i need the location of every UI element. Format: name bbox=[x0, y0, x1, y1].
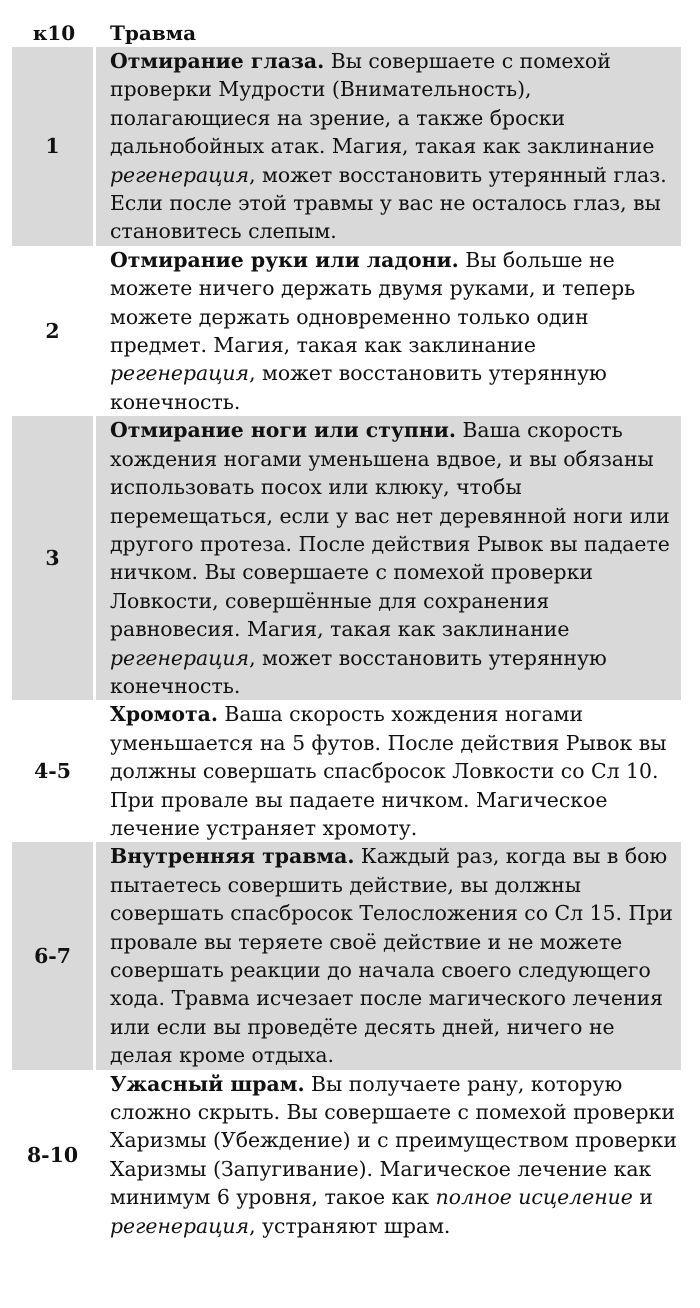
effect-cell bbox=[96, 47, 681, 246]
table-row bbox=[12, 1070, 681, 1240]
injury-name: Хромота. bbox=[110, 702, 218, 727]
injury-text: Вы больше не можете ничего держать двумя руками, и теперь можете держать одновременно только один предмет. Магия, такая как заклинание bbox=[110, 247, 636, 358]
spell-name: регенерация bbox=[110, 645, 250, 670]
roll-cell: 3 bbox=[12, 416, 96, 700]
table-row bbox=[12, 416, 681, 700]
roll-cell: 2 bbox=[12, 246, 96, 416]
injury-text: , устраняют шрам. bbox=[249, 1213, 451, 1238]
roll-cell: 8-10 bbox=[12, 1070, 96, 1240]
spell-name: регенерация bbox=[110, 1213, 250, 1238]
spell-name: полное исцеление bbox=[435, 1185, 633, 1210]
roll-cell: 6-7 bbox=[12, 842, 96, 1069]
roll-cell: 1 bbox=[12, 47, 96, 246]
spell-name: регенерация bbox=[110, 361, 250, 386]
injury-text: Вы совершаете с помехой проверки Мудрости (Внимательность), полагающиеся на зрение, а также броски дальнобойных атак. Магия, такая как заклинание bbox=[110, 49, 655, 159]
injury-name: Внутренняя травма. bbox=[110, 844, 355, 869]
injury-text: , может восстановить утерянную конечность. bbox=[110, 361, 607, 414]
effect-cell bbox=[96, 246, 681, 416]
effect-cell bbox=[96, 700, 681, 842]
injury-name: Отмирание глаза. bbox=[110, 49, 325, 73]
injury-text: , может восстановить утерянный глаз. Если после этой травмы у вас не осталось глаз, вы становитесь слепым. bbox=[110, 162, 667, 244]
injury-table bbox=[12, 20, 681, 1240]
table-row bbox=[12, 842, 681, 1069]
injury-text: Ваша скорость хождения ногами уменьшена вдвое, и вы обязаны использовать посох или клюку, чтобы перемещаться, если у вас нет деревянной ноги или другого протеза. После действия Рывок вы падаете ничком. Вы совершаете с помехой проверки Ловкости, совершённые для сохранения равновесия. Магия, такая как заклинание bbox=[110, 418, 670, 642]
injury-text: Ваша скорость хождения ногами уменьшается на 5 футов. После действия Рывок вы должны совершать спасбросок Ловкости со Сл 10. При провале вы падаете ничком. Магическое лечение устраняет хромоту. bbox=[110, 702, 667, 840]
header-die: к10 bbox=[32, 21, 76, 45]
injury-text: Вы получаете рану, которую сложно скрыть. Вы совершаете с помехой проверки Харизмы (Убеждение) и с преимуществом проверки Харизмы (Запугивание). Магическое лечение как минимум 6 уровня, такое как bbox=[110, 1071, 677, 1210]
effect-cell bbox=[96, 1070, 681, 1240]
injury-text: и bbox=[632, 1185, 653, 1210]
header-title: Травма bbox=[110, 21, 197, 45]
effect-cell bbox=[96, 842, 681, 1069]
roll-cell: 4-5 bbox=[12, 700, 96, 842]
table-row bbox=[12, 47, 681, 246]
injury-text: , может восстановить утерянную конечность. bbox=[110, 645, 607, 698]
injury-name: Отмирание руки или ладони. bbox=[110, 247, 459, 272]
table-row bbox=[12, 246, 681, 416]
table-header-row bbox=[12, 20, 681, 47]
injury-name: Ужасный шрам. bbox=[110, 1071, 305, 1096]
injury-name: Отмирание ноги или ступни. bbox=[110, 418, 456, 443]
injury-text: Каждый раз, когда вы в бою пытаетесь совершить действие, вы должны совершать спасбросок Телосложения со Сл 15. При провале вы теряете своё действие и не можете совершать реакции до начала своего следующего хода. Травма исчезает после магического лечения или если вы проведёте десять дней, ничего не делая кроме отдыха. bbox=[110, 844, 673, 1068]
table-row bbox=[12, 700, 681, 842]
spell-name: регенерация bbox=[110, 162, 250, 187]
effect-cell bbox=[96, 416, 681, 700]
